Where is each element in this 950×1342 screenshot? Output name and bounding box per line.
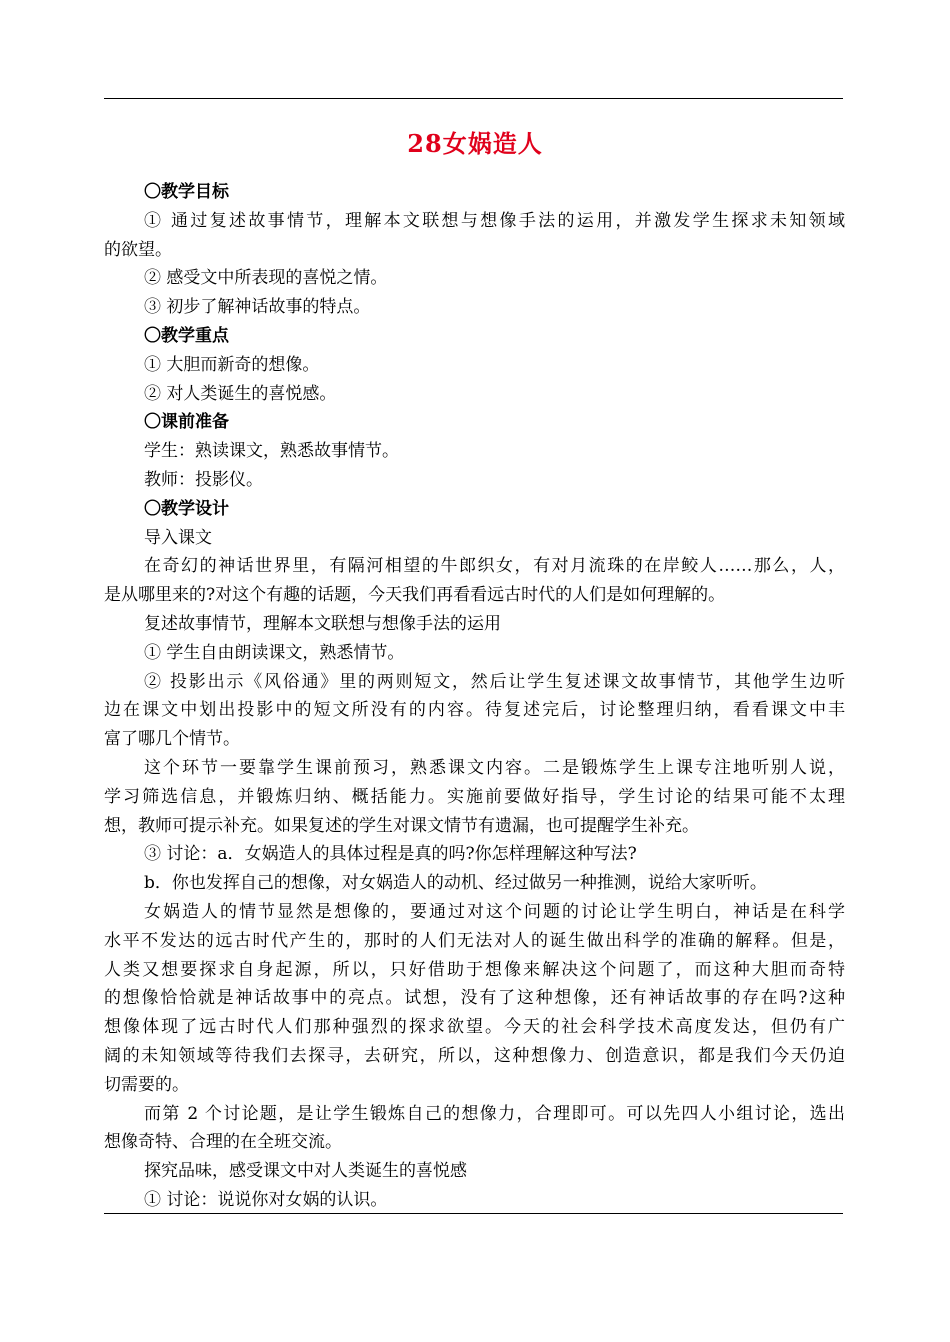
goal-item-1: ① 通过复述故事情节，理解本文联想与想像手法的运用，并激发学生探求未知领域 <box>144 210 845 231</box>
analysis-line-2: 水平不发达的远古时代产生的，那时的人们无法对人的诞生做出科学的准确的解释。但是， <box>104 930 845 951</box>
prep-student: 学生：熟读课文，熟悉故事情节。 <box>144 441 399 462</box>
section-heading-design: 〇教学设计 <box>144 498 229 519</box>
analysis-paragraph: 女娲造人的情节显然是想像的，要通过对这个问题的讨论让学生明白，神话是在科学 <box>144 901 845 922</box>
key-item-2: ② 对人类诞生的喜悦感。 <box>144 383 337 404</box>
analysis-line-3: 人类又想要探求自身起源，所以，只好借助于想像来解决这个问题了，而这种大胆而奇特 <box>104 959 845 980</box>
analysis-line-4: 的想像恰恰就是神话故事中的亮点。试想，没有了这种想像，还有神话故事的存在吗?这种 <box>104 988 845 1009</box>
section-heading-goals: 〇教学目标 <box>144 182 229 202</box>
explore-label: 探究品味，感受课文中对人类诞生的喜悦感 <box>144 1161 467 1182</box>
note-paragraph-end: 想，教师可提示补充。如果复述的学生对课文情节有遗漏，也可提醒学生补充。 <box>104 815 699 836</box>
header-rule <box>104 98 843 99</box>
discuss-item-a: ③ 讨论：a．女娲造人的具体过程是真的吗?你怎样理解这种写法? <box>144 844 637 865</box>
analysis-line-5: 想像体现了远古时代人们那种强烈的探求欲望。今天的社会科学技术高度发达，但仍有广 <box>104 1017 845 1038</box>
intro-paragraph-cont: 是从哪里来的?对这个有趣的话题，今天我们再看看远古时代的人们是如何理解的。 <box>104 585 726 606</box>
retell-item-2-end: 富了哪几个情节。 <box>104 729 240 750</box>
note-paragraph: 这个环节一要靠学生课前预习，熟悉课文内容。二是锻炼学生上课专注地听别人说， <box>144 757 845 778</box>
intro-paragraph: 在奇幻的神话世界里，有隔河相望的牛郎织女，有对月流珠的在岸鲛人……那么，人， <box>144 556 845 577</box>
key-item-1: ① 大胆而新奇的想像。 <box>144 354 320 375</box>
discuss-item-b: b．你也发挥自己的想像，对女娲造人的动机、经过做另一种推测，说给大家听听。 <box>144 873 767 894</box>
goal-item-1-cont: 的欲望。 <box>104 239 172 260</box>
analysis-line-6: 阔的未知领域等待我们去探寻，去研究，所以，这种想像力、创造意识，都是我们今天仍迫 <box>104 1045 845 1066</box>
retell-item-1: ① 学生自由朗读课文，熟悉情节。 <box>144 642 405 663</box>
retell-item-2-cont: 边在课文中划出投影中的短文所没有的内容。待复述完后，讨论整理归纳，看看课文中丰 <box>104 700 845 721</box>
retell-label: 复述故事情节，理解本文联想与想像手法的运用 <box>144 613 501 634</box>
prep-teacher: 教师：投影仪。 <box>144 469 263 490</box>
intro-label: 导入课文 <box>144 527 212 548</box>
footer-rule <box>104 1213 843 1214</box>
page-title: 28女娲造人 <box>407 129 543 158</box>
explore-item-1: ① 讨论：说说你对女娲的认识。 <box>144 1189 388 1210</box>
goal-item-3: ③ 初步了解神话故事的特点。 <box>144 297 371 318</box>
section-heading-prep: 〇课前准备 <box>144 412 229 433</box>
document-body <box>104 178 845 1215</box>
note-paragraph-cont: 学习筛选信息，并锻炼归纳、概括能力。实施前要做好指导，学生讨论的结果可能不太理 <box>104 786 845 807</box>
second-topic-cont: 想像奇特、合理的在全班交流。 <box>104 1132 342 1153</box>
retell-item-2: ② 投影出示《风俗通》里的两则短文，然后让学生复述课文故事情节，其他学生边听 <box>144 671 845 692</box>
analysis-line-7: 切需要的。 <box>104 1074 189 1095</box>
goal-item-2: ② 感受文中所表现的喜悦之情。 <box>144 268 388 289</box>
section-heading-key: 〇教学重点 <box>144 325 229 346</box>
second-topic-paragraph: 而第 2 个讨论题，是让学生锻炼自己的想像力，合理即可。可以先四人小组讨论，选出 <box>144 1103 845 1124</box>
